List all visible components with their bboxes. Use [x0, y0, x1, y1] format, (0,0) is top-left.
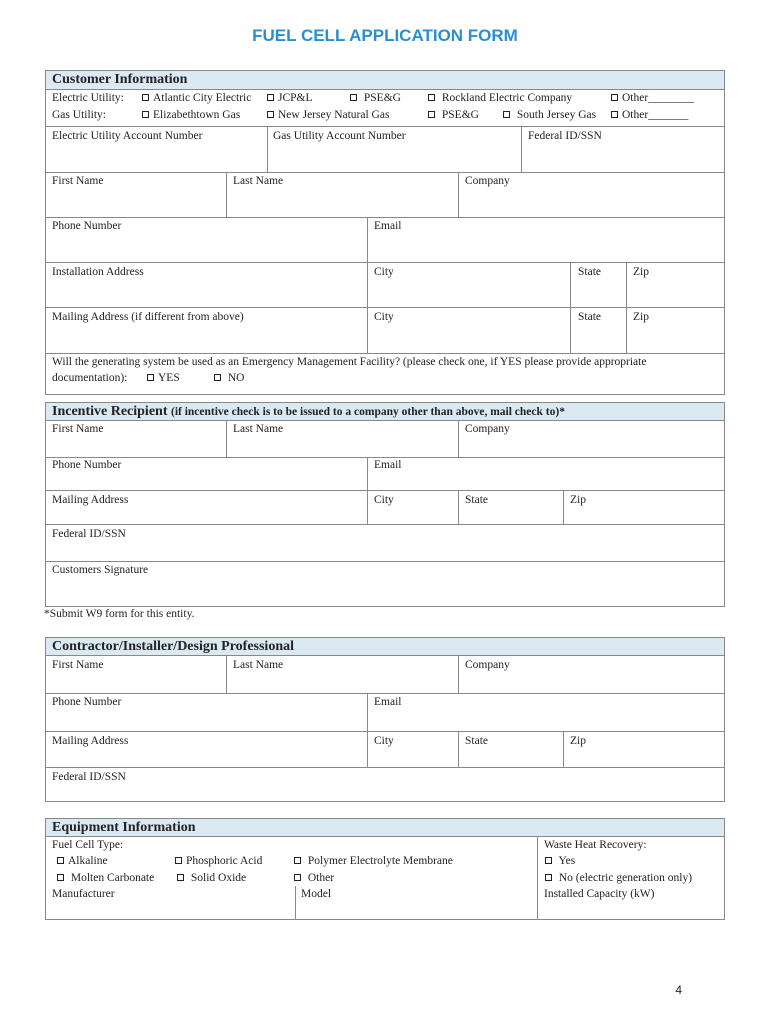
- form-title: FUEL CELL APPLICATION FORM: [252, 26, 518, 45]
- customer-mailing-address-field[interactable]: Mailing Address (if different from above): [52, 311, 244, 323]
- incentive-company-field[interactable]: Company: [465, 423, 510, 435]
- gas-option-pseg[interactable]: PSE&G: [428, 108, 479, 122]
- fuel-option-other[interactable]: Other: [294, 871, 334, 885]
- checkbox-icon[interactable]: [57, 857, 64, 864]
- checkbox-icon[interactable]: [611, 94, 618, 101]
- gas-option-elizabethtown[interactable]: Elizabethtown Gas: [142, 108, 240, 122]
- contractor-company-field[interactable]: Company: [465, 659, 510, 671]
- installation-zip-field[interactable]: Zip: [633, 266, 649, 278]
- emergency-question-cont: documentation):: [52, 372, 128, 384]
- waste-heat-label: Waste Heat Recovery:: [544, 839, 647, 851]
- checkbox-icon[interactable]: [503, 111, 510, 118]
- checkbox-icon[interactable]: [267, 94, 274, 101]
- incentive-section: [45, 420, 725, 607]
- contractor-zip-field[interactable]: Zip: [570, 735, 586, 747]
- electric-option-pseg[interactable]: PSE&G: [350, 91, 401, 105]
- contractor-section-header: [45, 637, 725, 656]
- installation-state-field[interactable]: State: [578, 266, 601, 278]
- checkbox-icon[interactable]: [267, 111, 274, 118]
- incentive-section-header: [45, 402, 725, 421]
- contractor-last-name-field[interactable]: Last Name: [233, 659, 284, 671]
- checkbox-icon[interactable]: [57, 874, 64, 881]
- incentive-zip-field[interactable]: Zip: [570, 494, 586, 506]
- waste-heat-yes-option[interactable]: Yes: [545, 854, 575, 868]
- incentive-header-text: Incentive Recipient: [52, 404, 168, 419]
- incentive-federal-id-field[interactable]: Federal ID/SSN: [52, 528, 126, 540]
- checkbox-icon[interactable]: [147, 374, 154, 381]
- checkbox-icon[interactable]: [545, 874, 552, 881]
- checkbox-icon[interactable]: [294, 874, 301, 881]
- contractor-federal-id-field[interactable]: Federal ID/SSN: [52, 771, 126, 783]
- incentive-city-field[interactable]: City: [374, 494, 394, 506]
- equipment-section-header: [45, 818, 725, 837]
- incentive-phone-field[interactable]: Phone Number: [52, 459, 122, 471]
- fuel-option-phosphoric[interactable]: Phosphoric Acid: [175, 854, 262, 868]
- installed-capacity-field[interactable]: Installed Capacity (kW): [544, 888, 655, 900]
- incentive-email-field[interactable]: Email: [374, 459, 402, 471]
- electric-option-jcpl[interactable]: JCP&L: [267, 91, 313, 105]
- incentive-mailing-address-field[interactable]: Mailing Address: [52, 494, 129, 506]
- customer-section-header: [45, 70, 725, 90]
- checkbox-icon[interactable]: [545, 857, 552, 864]
- gas-account-field[interactable]: Gas Utility Account Number: [273, 130, 406, 142]
- customer-mailing-city-field[interactable]: City: [374, 311, 394, 323]
- customer-email-field[interactable]: Email: [374, 220, 402, 232]
- checkbox-icon[interactable]: [428, 94, 435, 101]
- gas-option-sjg[interactable]: South Jersey Gas: [503, 108, 596, 122]
- contractor-state-field[interactable]: State: [465, 735, 488, 747]
- page-number: 4: [675, 983, 682, 997]
- checkbox-icon[interactable]: [294, 857, 301, 864]
- incentive-last-name-field[interactable]: Last Name: [233, 423, 284, 435]
- customer-phone-field[interactable]: Phone Number: [52, 220, 122, 232]
- incentive-header-note: (if incentive check is to be issued to a company other than above, mail check to)*: [170, 406, 565, 418]
- checkbox-icon[interactable]: [142, 94, 149, 101]
- electric-utility-label: Electric Utility:: [52, 92, 124, 104]
- fuel-option-alkaline[interactable]: Alkaline: [57, 854, 108, 868]
- customer-last-name-field[interactable]: Last Name: [233, 175, 284, 187]
- customer-signature-field[interactable]: Customers Signature: [52, 564, 149, 576]
- contractor-mailing-address-field[interactable]: Mailing Address: [52, 735, 129, 747]
- emergency-no-option[interactable]: NO: [214, 371, 245, 385]
- fuel-option-solid[interactable]: Solid Oxide: [177, 871, 246, 885]
- checkbox-icon[interactable]: [611, 111, 618, 118]
- checkbox-icon[interactable]: [142, 111, 149, 118]
- contractor-email-field[interactable]: Email: [374, 696, 402, 708]
- customer-first-name-field[interactable]: First Name: [52, 175, 104, 187]
- electric-option-ace[interactable]: Atlantic City Electric: [142, 91, 251, 105]
- checkbox-icon[interactable]: [214, 374, 221, 381]
- contractor-phone-field[interactable]: Phone Number: [52, 696, 122, 708]
- installation-address-field[interactable]: Installation Address: [52, 266, 144, 278]
- checkbox-icon[interactable]: [428, 111, 435, 118]
- electric-option-other[interactable]: Other________: [611, 91, 694, 105]
- customer-mailing-state-field[interactable]: State: [578, 311, 601, 323]
- electric-account-field[interactable]: Electric Utility Account Number: [52, 130, 203, 142]
- checkbox-icon[interactable]: [350, 94, 357, 101]
- incentive-state-field[interactable]: State: [465, 494, 488, 506]
- contractor-city-field[interactable]: City: [374, 735, 394, 747]
- incentive-first-name-field[interactable]: First Name: [52, 423, 104, 435]
- gas-option-other[interactable]: Other_______: [611, 108, 688, 122]
- fuel-option-molten[interactable]: Molten Carbonate: [57, 871, 154, 885]
- contractor-first-name-field[interactable]: First Name: [52, 659, 104, 671]
- emergency-question: Will the generating system be used as an Emergency Management Facility? (please check one, if YES please provide appropriate: [52, 356, 647, 368]
- customer-company-field[interactable]: Company: [465, 175, 510, 187]
- w9-note: *Submit W9 form for this entity.: [44, 608, 195, 620]
- waste-heat-no-option[interactable]: No (electric generation only): [545, 871, 692, 885]
- fuel-option-polymer[interactable]: Polymer Electrolyte Membrane: [294, 854, 453, 868]
- manufacturer-field[interactable]: Manufacturer: [52, 888, 115, 900]
- model-field[interactable]: Model: [301, 888, 332, 900]
- electric-option-rockland[interactable]: Rockland Electric Company: [428, 91, 572, 105]
- checkbox-icon[interactable]: [177, 874, 184, 881]
- gas-utility-label: Gas Utility:: [52, 109, 106, 121]
- installation-city-field[interactable]: City: [374, 266, 394, 278]
- checkbox-icon[interactable]: [175, 857, 182, 864]
- customer-federal-id-field[interactable]: Federal ID/SSN: [528, 130, 602, 142]
- contractor-section: [45, 655, 725, 802]
- fuel-cell-type-label: Fuel Cell Type:: [52, 839, 124, 851]
- customer-mailing-zip-field[interactable]: Zip: [633, 311, 649, 323]
- contractor-header-text: Contractor/Installer/Design Professional: [52, 639, 294, 654]
- gas-option-njng[interactable]: New Jersey Natural Gas: [267, 108, 389, 122]
- equipment-header-text: Equipment Information: [52, 820, 196, 835]
- emergency-yes-option[interactable]: YES: [147, 371, 180, 385]
- customer-header-text: Customer Information: [52, 72, 188, 87]
